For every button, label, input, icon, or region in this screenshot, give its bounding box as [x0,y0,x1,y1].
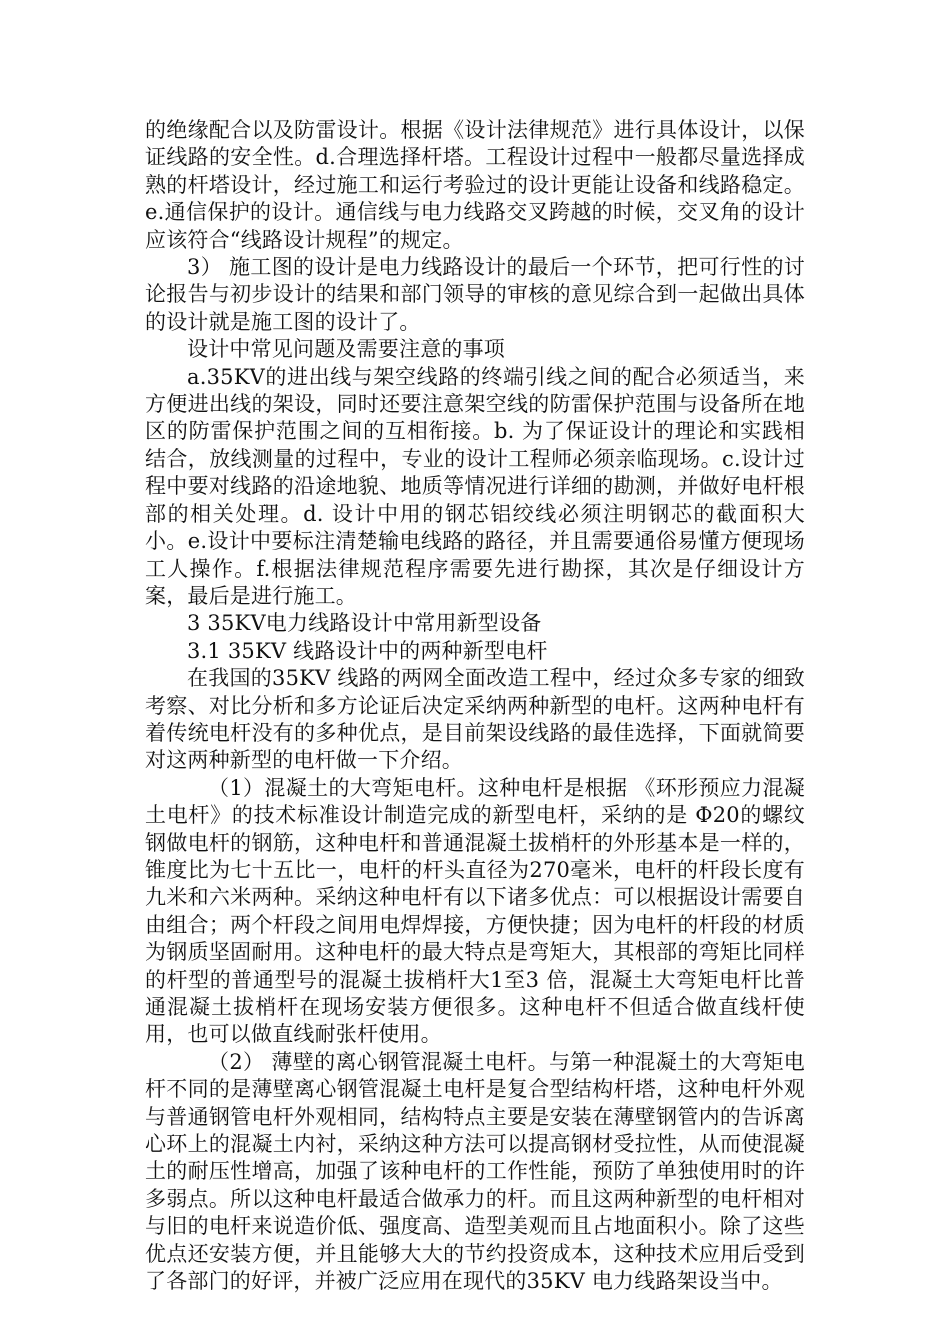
paragraph-construction-drawing: 3） 施工图的设计是电力线路设计的最后一个环节，把可行性的讨论报告与初步设计的结果和部门领导的审核的意见综合到一起做出具体的设计就是施工图的设计了。 [145,255,805,334]
document-body [145,117,805,1295]
paragraph-steel-tube-pole: （2） 薄壁的离心钢管混凝土电杆。与第一种混凝土的大弯矩电杆不同的是薄壁离心钢管混凝土电杆是复合型结构杆塔，这种电杆外观与普通钢管电杆外观相同，结构特点主要是安装在薄壁钢管内的告诉离心环上的混凝土内衬，采纳这种方法可以提高钢材受拉性，从而使混凝土的耐压性增高，加强了该种电杆的工作性能，预防了单独使用时的许多弱点。所以这种电杆最适合做承力的杆。而且这两种新型的电杆相对与旧的电杆来说造价低、强度高、造型美观而且占地面积小。除了这些优点还安装方便，并且能够大大的节约投资成本，这种技术应用后受到了各部门的好评，并被广泛应用在现代的35KV 电力线路架设当中。 [145,1049,805,1294]
paragraph-design-continued: 的绝缘配合以及防雷设计。根据《设计法律规范》进行具体设计，以保证线路的安全性。d.合理选择杆塔。工程设计过程中一般都尽量选择成熟的杆塔设计，经过施工和运行考验过的设计更能让设备和线路稳定。e.通信保护的设计。通信线与电力线路交叉跨越的时候，交叉角的设计应该符合“线路设计规程”的规定。 [145,118,805,252]
paragraph-new-poles-intro: 在我国的35KV 线路的两网全面改造工程中，经过众多专家的细致考察、对比分析和多方论证后决定采纳两种新型的电杆。这两种电杆有着传统电杆没有的多种优点，是目前架设线路的最佳选择，下面就简要对这两种新型的电杆做一下介绍。 [145,666,805,773]
section-heading-new-equipment: 3 35KV电力线路设计中常用新型设备 [187,611,542,636]
section-heading-new-poles: 3.1 35KV 线路设计中的两种新型电杆 [187,638,548,663]
paragraph-common-issues: a.35KV的进出线与架空线路的终端引线之间的配合必须适当，来方便进出线的架设，同时还要注意架空线的防雷保护范围与设备所在地区的防雷保护范围之间的互相衔接。b. 为了保证设计的理论和实践相结合，放线测量的过程中，专业的设计工程师必须亲临现场。c.设计过程中要对线路的沿途地貌、地质等情况进行详细的勘测，并做好电杆根部的相关处理。d. 设计中用的钢芯铝绞线必须注明钢芯的截面积大小。e.设计中要标注清楚输电线路的路径，并且需要通俗易懂方便现场工人操作。f.根据法律规范程序需要先进行勘探，其次是仔细设计方案，最后是进行施工。 [145,364,805,608]
section-heading-common-issues: 设计中常见问题及需要注意的事项 [187,337,505,362]
paragraph-large-moment-pole: （1）混凝土的大弯矩电杆。这种电杆是根据 《环形预应力混凝土电杆》的技术标准设计制造完成的新型电杆，采纳的是 Φ20的螺纹钢做电杆的钢筋，这种电杆和普通混凝土拔梢杆的外形基本是一样的，锥度比为七十五比一，电杆的杆头直径为270毫米，电杆的杆段长度有九米和六米两种。采纳这种电杆有以下诸多优点：可以根据设计需要自由组合；两个杆段之间用电焊焊接，方便快捷；因为电杆的杆段的材质为钢质坚固耐用。这种电杆的最大特点是弯矩大，其根部的弯矩比同样的杆型的普通型号的混凝土拔梢杆大1至3 倍，混凝土大弯矩电杆比普通混凝土拔梢杆在现场安装方便很多。这种电杆不但适合做直线杆使用，也可以做直线耐张杆使用。 [145,775,805,1047]
